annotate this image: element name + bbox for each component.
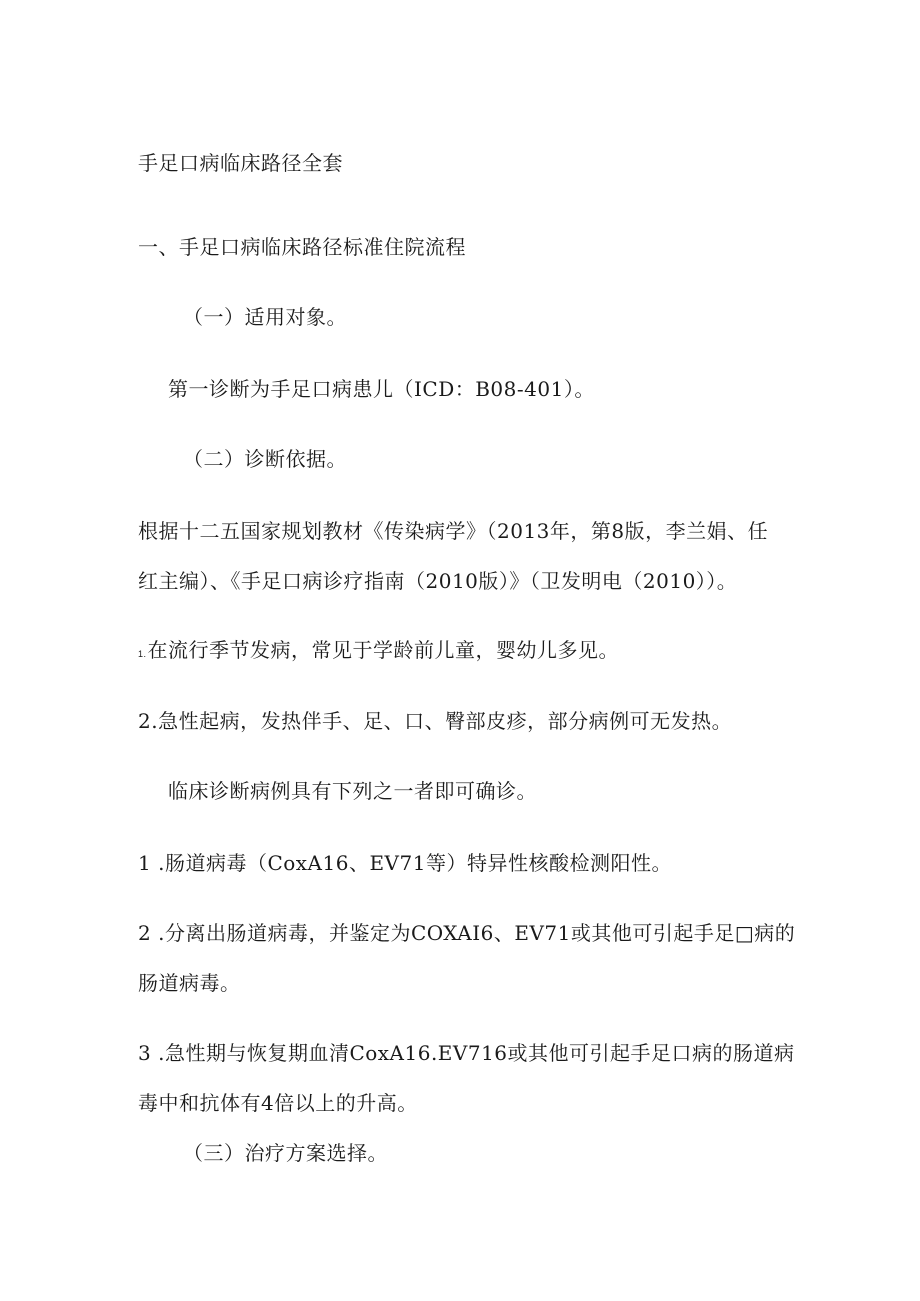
confirm-item-3-line-2: 毒中和抗体有4倍以上的升高。 <box>138 1091 418 1115</box>
section-heading-1: 一、手足口病临床路径标准住院流程 <box>138 235 466 259</box>
confirm-item-2-line-1: 2 .分离出肠道病毒，并鉴定为COXAI6、EV71或其他可引起手足□病的 <box>138 921 796 945</box>
list-item-1-number: 1. <box>138 649 147 659</box>
basis-line-1: 根据十二五国家规划教材《传染病学》（2013年，第8版，李兰娟、任 <box>138 519 769 543</box>
basis-line-2: 红主编）、《手足口病诊疗指南（2010版）》（卫发明电（2010））。 <box>138 569 738 593</box>
clinical-diagnosis-text: 临床诊断病例具有下列之一者即可确诊。 <box>168 779 537 803</box>
confirm-item-2-line-2: 肠道病毒。 <box>138 971 241 995</box>
list-item-1 <box>138 637 619 667</box>
document-title: 手足口病临床路径全套 <box>138 151 343 175</box>
subsection-heading-1: （一）适用对象。 <box>183 305 347 329</box>
confirm-item-3-line-1: 3 .急性期与恢复期血清CoxA16.EV716或其他可引起手足口病的肠道病 <box>138 1041 795 1065</box>
subsection-heading-2: （二）诊断依据。 <box>183 447 347 471</box>
list-item-1-text: 在流行季节发病，常见于学龄前儿童，婴幼儿多见。 <box>147 638 620 662</box>
confirm-item-1: 1 .肠道病毒（CoxA16、EV71等）特异性核酸检测阳性。 <box>138 851 672 875</box>
subsection-text-1: 第一诊断为手足口病患儿（ICD：B08-401）。 <box>168 377 595 401</box>
subsection-heading-3: （三）治疗方案选择。 <box>183 1141 388 1165</box>
list-item-2: 2.急性起病，发热伴手、足、口、臀部皮疹，部分病例可无发热。 <box>138 709 733 733</box>
